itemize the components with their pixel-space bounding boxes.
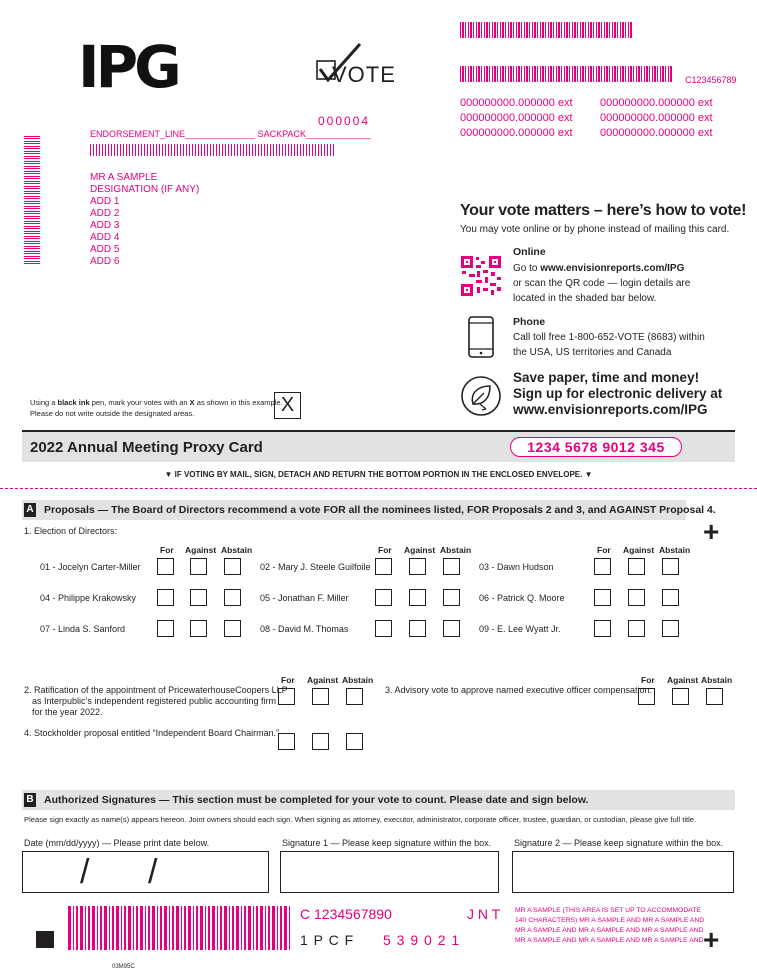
footer-code: C 1234567890 <box>300 906 392 922</box>
phone-icon <box>468 316 494 358</box>
signature-1-label: Signature 1 — Please keep signature within the box. <box>282 838 492 848</box>
instruction-line2: Please do not write outside the designated areas. <box>30 409 195 418</box>
instruction-part: pen, mark your votes with an <box>89 398 190 407</box>
vote-word: VOTE <box>332 62 396 87</box>
paper-url-link[interactable]: www.envisionreports.com/IPG <box>513 402 708 417</box>
ext-col-2 <box>600 96 713 141</box>
signature-note: Please sign exactly as name(s) appears hereon. Joint owners should each sign. When signing as attorney, executor, administrator, corporate officer, trustee, guardian, or custodian, please give full title. <box>24 815 697 824</box>
vote-mark <box>316 42 396 87</box>
col-for: For <box>378 545 392 555</box>
col-for: For <box>281 675 295 685</box>
paper-line: Sign up for electronic delivery at <box>513 386 723 401</box>
col-against: Against <box>404 545 436 555</box>
ext-col-1 <box>460 96 573 141</box>
col-against: Against <box>307 675 339 685</box>
col-abstain: Abstain <box>701 675 733 685</box>
howto-title: Your vote matters – here’s how to vote! <box>460 202 747 219</box>
date-field[interactable] <box>22 851 269 893</box>
vote-abstain-checkbox[interactable] <box>662 589 679 606</box>
vote-for-checkbox[interactable] <box>594 589 611 606</box>
col-abstain: Abstain <box>659 545 691 555</box>
form-code: 03M95C <box>112 964 135 970</box>
detach-line <box>0 488 757 489</box>
vote-against-checkbox[interactable] <box>628 589 645 606</box>
howto-subtitle: You may vote online or by phone instead of mailing this card. <box>460 224 730 235</box>
vote-abstain-checkbox[interactable] <box>662 620 679 637</box>
col-abstain: Abstain <box>221 545 253 555</box>
phone-title: Phone <box>513 316 546 328</box>
ext-line: 000000000.000000 ext <box>600 97 713 109</box>
online-go-to: Go to <box>513 263 541 274</box>
proposal-4-against-checkbox[interactable] <box>312 733 329 750</box>
instruction-part: as shown in this example. <box>194 398 283 407</box>
ext-line: 000000000.000000 ext <box>600 127 713 139</box>
sample-mark-box: X <box>274 392 301 419</box>
election-label: 1. Election of Directors: <box>24 526 118 536</box>
vote-for-checkbox[interactable] <box>375 558 392 575</box>
vote-against-checkbox[interactable] <box>628 620 645 637</box>
date-slash: / <box>80 853 90 891</box>
address-line: ADD 2 <box>90 208 120 219</box>
col-against: Against <box>185 545 217 555</box>
vote-for-checkbox[interactable] <box>157 558 174 575</box>
card-number: 1234 5678 9012 345 <box>510 437 682 457</box>
nominee-label: 05 - Jonathan F. Miller <box>260 593 349 603</box>
nominee-label: 08 - David M. Thomas <box>260 624 349 634</box>
section-b-title: Authorized Signatures — This section must be completed for your vote to count. Please date and sign below. <box>44 794 589 806</box>
vote-against-checkbox[interactable] <box>190 620 207 637</box>
nominee-label: 03 - Dawn Hudson <box>479 562 554 572</box>
mailing-address <box>90 172 199 268</box>
col-abstain: Abstain <box>342 675 374 685</box>
proposal-2-label <box>24 685 288 718</box>
leaf-icon <box>460 375 502 417</box>
address-line: ADD 4 <box>90 232 120 243</box>
section-a-title: Proposals — The Board of Directors recommend a vote FOR all the nominees listed, FOR Proposals 2 and 3, and AGAINST Proposal 4. <box>44 504 716 516</box>
online-url-link[interactable]: www.envisionreports.com/IPG <box>540 263 685 274</box>
proposal-2-against-checkbox[interactable] <box>312 688 329 705</box>
signature-1-field[interactable] <box>280 851 499 893</box>
proposal-3-for-checkbox[interactable] <box>638 688 655 705</box>
vote-for-checkbox[interactable] <box>375 589 392 606</box>
section-b-letter: B <box>24 793 36 807</box>
signature-2-field[interactable] <box>512 851 734 893</box>
address-line: DESIGNATION (IF ANY) <box>90 184 200 195</box>
card-title: 2022 Annual Meeting Proxy Card <box>30 439 263 456</box>
postnet-barcode <box>90 144 336 156</box>
control-barcode <box>460 66 672 82</box>
phone-text <box>513 330 705 360</box>
vote-against-checkbox[interactable] <box>409 558 426 575</box>
col-for: For <box>641 675 655 685</box>
proposal-3-label: 3. Advisory vote to approve named executive officer compensation. <box>385 685 652 695</box>
proposal-2-line: 2. Ratification of the appointment of PricewaterhouseCoopers LLP <box>24 685 288 695</box>
instruction-part: Using a <box>30 398 58 407</box>
nominee-label: 01 - Jocelyn Carter-Miller <box>40 562 141 572</box>
phone-line: the USA, US territories and Canada <box>513 347 672 358</box>
sample-line: MR A SAMPLE AND MR A SAMPLE AND MR A SAMPLE AND <box>515 927 704 934</box>
date-slash: / <box>148 853 158 891</box>
ext-line: 000000000.000000 ext <box>600 112 713 124</box>
address-line: ADD 5 <box>90 244 120 255</box>
nominee-label: 04 - Philippe Krakowsky <box>40 593 137 603</box>
registration-mark <box>36 931 54 948</box>
vote-abstain-checkbox[interactable] <box>224 620 241 637</box>
vote-for-checkbox[interactable] <box>157 620 174 637</box>
proposal-4-label: 4. Stockholder proposal entitled “Independent Board Chairman.” <box>24 728 280 738</box>
vote-against-checkbox[interactable] <box>190 589 207 606</box>
footer-sample-text <box>515 906 704 946</box>
nominee-label: 06 - Patrick Q. Moore <box>479 593 565 603</box>
vote-for-checkbox[interactable] <box>594 620 611 637</box>
proposal-2-abstain-checkbox[interactable] <box>346 688 363 705</box>
col-against: Against <box>667 675 699 685</box>
plus-mark: + <box>703 516 720 547</box>
col-abstain: Abstain <box>440 545 472 555</box>
vote-abstain-checkbox[interactable] <box>443 558 460 575</box>
ext-line: 000000000.000000 ext <box>460 97 573 109</box>
footer-barcode <box>68 906 290 950</box>
proposal-2-for-checkbox[interactable] <box>278 688 295 705</box>
sequence-number: 000004 <box>318 114 371 128</box>
ink-instruction <box>30 397 283 419</box>
proposal-3-against-checkbox[interactable] <box>672 688 689 705</box>
sample-line: MR A SAMPLE (THIS AREA IS SET UP TO ACCOMMODATE <box>515 907 701 914</box>
paper-line: Save paper, time and money! <box>513 370 700 385</box>
vote-abstain-checkbox[interactable] <box>443 589 460 606</box>
vote-abstain-checkbox[interactable] <box>224 558 241 575</box>
section-a-letter: A <box>24 503 36 517</box>
ipg-logo: IPG <box>78 33 178 101</box>
col-for: For <box>160 545 174 555</box>
top-barcode <box>460 22 632 38</box>
footer-jnt: J N T <box>467 906 501 922</box>
vote-for-checkbox[interactable] <box>594 558 611 575</box>
address-line: ADD 1 <box>90 196 120 207</box>
ext-line: 000000000.000000 ext <box>460 127 573 139</box>
detach-instruction: ▼ IF VOTING BY MAIL, SIGN, DETACH AND RETURN THE BOTTOM PORTION IN THE ENCLOSED ENVELOPE. ▼ <box>164 470 593 479</box>
vote-against-checkbox[interactable] <box>409 620 426 637</box>
proposal-4-for-checkbox[interactable] <box>278 733 295 750</box>
proposal-2-line: for the year 2022. <box>32 707 103 717</box>
footer-plus-mark: + <box>703 924 720 955</box>
proposal-4-abstain-checkbox[interactable] <box>346 733 363 750</box>
col-against: Against <box>623 545 655 555</box>
instruction-part: black ink <box>57 398 90 407</box>
vote-abstain-checkbox[interactable] <box>662 558 679 575</box>
address-line: MR A SAMPLE <box>90 172 158 183</box>
vote-against-checkbox[interactable] <box>628 558 645 575</box>
nominee-label: 02 - Mary J. Steele Guilfoile <box>260 562 371 572</box>
vote-against-checkbox[interactable] <box>190 558 207 575</box>
signature-2-label: Signature 2 — Please keep signature within the box. <box>514 838 724 848</box>
instruction-part: X <box>189 398 195 407</box>
address-line: ADD 6 <box>90 256 120 267</box>
vertical-barcode <box>24 134 40 264</box>
proposal-2-line: as Interpublic’s independent registered public accounting firm <box>32 696 276 706</box>
vote-abstain-checkbox[interactable] <box>224 589 241 606</box>
sample-line: MR A SAMPLE AND MR A SAMPLE AND MR A SAMPLE AND <box>515 937 704 944</box>
date-label: Date (mm/dd/yyyy) — Please print date below. <box>24 838 210 848</box>
vote-abstain-checkbox[interactable] <box>443 620 460 637</box>
online-title: Online <box>513 246 546 258</box>
ext-line: 000000000.000000 ext <box>460 112 573 124</box>
address-line: ADD 3 <box>90 220 120 231</box>
nominee-label: 07 - Linda S. Sanford <box>40 624 126 634</box>
control-code: C123456789 <box>685 75 737 85</box>
nominee-label: 09 - E. Lee Wyatt Jr. <box>479 624 561 634</box>
vote-for-checkbox[interactable] <box>157 589 174 606</box>
phone-line: Call toll free 1-800-652-VOTE (8683) within <box>513 332 705 343</box>
footer-number: 5 3 9 0 2 1 <box>383 932 461 948</box>
proposal-3-abstain-checkbox[interactable] <box>706 688 723 705</box>
endorsement-line: ENDORSEMENT_LINE______________ SACKPACK_____________ <box>90 129 372 139</box>
paper-text <box>513 370 722 418</box>
online-text <box>513 261 690 306</box>
online-line: located in the shaded bar below. <box>513 293 657 304</box>
col-for: For <box>597 545 611 555</box>
footer-pcf: 1 P C F <box>300 932 355 948</box>
vote-against-checkbox[interactable] <box>409 589 426 606</box>
qr-code-icon <box>460 255 502 297</box>
online-line: or scan the QR code — login details are <box>513 278 691 289</box>
vote-for-checkbox[interactable] <box>375 620 392 637</box>
sample-line: 140 CHARACTERS) MR A SAMPLE AND MR A SAMPLE AND <box>515 917 705 924</box>
